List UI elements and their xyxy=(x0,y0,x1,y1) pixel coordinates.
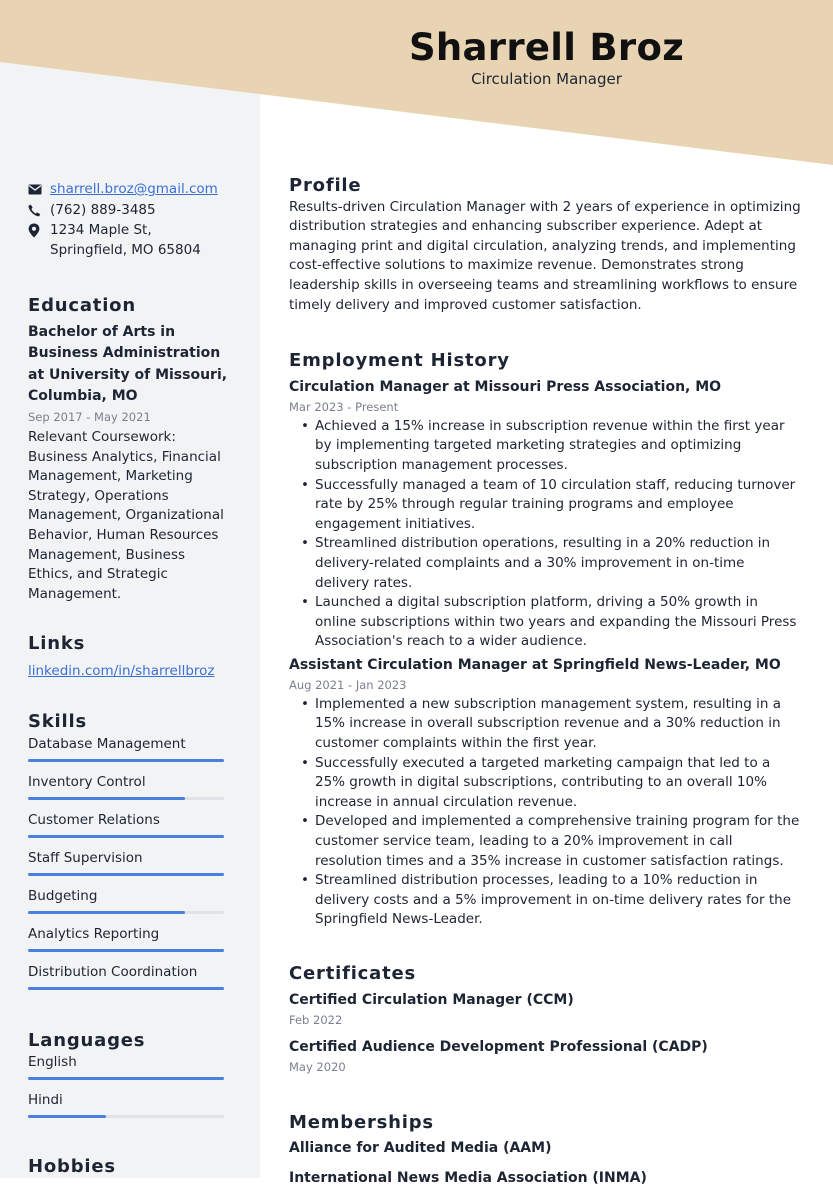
job-bullet: • Developed and implemented a comprehensive training program for the customer service team, leading to a 20% improvement in call resolution times and a 35% increase in customer satisfaction ratings. xyxy=(299,812,801,871)
skill-name: Distribution Coordination xyxy=(28,964,198,981)
job-title: Circulation Manager at Missouri Press Association, MO xyxy=(289,378,722,395)
language-item xyxy=(28,1089,228,1127)
email-link[interactable]: sharrell.broz@gmail.com xyxy=(50,181,218,197)
certificate-name: Certified Audience Development Professional (CADP) xyxy=(289,1038,708,1055)
skill-level-fill xyxy=(28,835,224,838)
contact-section xyxy=(28,180,228,260)
main-content xyxy=(289,176,801,1188)
language-name: English xyxy=(28,1053,77,1070)
skills-section xyxy=(28,712,228,1000)
job-bullet: • Successfully managed a team of 10 circulation staff, reducing turnover rate by 25% through regular training programs and employee engagement initiatives. xyxy=(299,476,801,535)
membership-item: International News Media Association (INMA) xyxy=(289,1170,647,1187)
job-bullet-list xyxy=(299,417,801,652)
profile-heading: Profile xyxy=(289,175,362,196)
skill-item xyxy=(28,885,228,923)
job-dates: Mar 2023 - Present xyxy=(289,399,399,414)
job-bullet-list xyxy=(299,695,801,930)
job-bullet: • Successfully executed a targeted marketing campaign that led to a 25% growth in digital subscriptions, contributing to an overall 10% increase in annual circulation revenue. xyxy=(299,754,801,813)
certificate-date: Feb 2022 xyxy=(289,1012,343,1027)
job-bullet: • Achieved a 15% increase in subscription revenue within the first year by implementing targeted marketing strategies and optimizing subscription management processes. xyxy=(299,417,801,476)
certificate-date: May 2020 xyxy=(289,1059,346,1074)
education-heading: Education xyxy=(28,295,136,317)
education-section xyxy=(28,296,228,604)
education-dates: Sep 2017 - May 2021 xyxy=(28,409,151,424)
employment-heading: Employment History xyxy=(289,350,510,372)
certificate-name: Certified Circulation Manager (CCM) xyxy=(289,991,574,1008)
skill-level-fill xyxy=(28,987,224,990)
language-item xyxy=(28,1051,228,1089)
language-level-bar xyxy=(28,1077,224,1080)
profile-text: Results-driven Circulation Manager with 2 years of experience in optimizing distribution strategies and enhancing subscriber experience. Adept at managing print and digital circulation, analyzing trends, and implementing cost-effective solutions to maximize revenue. Demonstrates strong leadership skills in overseeing teams and streamlining workflows to ensure timely delivery and improved customer satisfaction. xyxy=(289,198,801,313)
candidate-name: Sharrell Broz xyxy=(408,26,685,69)
skill-level-bar xyxy=(28,797,224,800)
location-pin-icon xyxy=(28,221,50,240)
candidate-title: Circulation Manager xyxy=(471,70,622,88)
job-dates: Aug 2021 - Jan 2023 xyxy=(289,677,407,692)
skill-level-bar xyxy=(28,911,224,914)
skill-name: Analytics Reporting xyxy=(28,926,160,943)
job-bullet: • Streamlined distribution operations, resulting in a 20% reduction in delivery-related complaints and a 30% improvement in on-time delivery rates. xyxy=(299,534,801,593)
language-level-fill xyxy=(28,1115,106,1118)
memberships-heading: Memberships xyxy=(289,1111,434,1133)
skill-name: Inventory Control xyxy=(28,774,146,791)
job-title: Assistant Circulation Manager at Springfield News-Leader, MO xyxy=(289,656,781,673)
skill-name: Staff Supervision xyxy=(28,850,143,867)
envelope-icon xyxy=(28,180,50,199)
skill-level-bar xyxy=(28,835,224,838)
certificates-section xyxy=(289,964,801,1077)
languages-section xyxy=(28,1031,228,1127)
skill-name: Customer Relations xyxy=(28,812,160,829)
skill-name: Budgeting xyxy=(28,888,98,905)
links-section xyxy=(28,634,228,681)
contact-address-row xyxy=(28,221,228,260)
skill-item xyxy=(28,961,228,999)
skill-level-bar xyxy=(28,987,224,990)
job-bullet: • Implemented a new subscription management system, resulting in a 15% increase in overall subscription revenue and a 30% reduction in customer complaints within the first year. xyxy=(299,695,801,754)
job-entry xyxy=(289,377,801,652)
skill-item xyxy=(28,733,228,771)
phone-icon xyxy=(28,201,50,220)
skill-item xyxy=(28,771,228,809)
address-text: 1234 Maple St, Springfield, MO 65804 xyxy=(50,222,201,258)
membership-item: Alliance for Audited Media (AAM) xyxy=(289,1140,552,1157)
linkedin-link[interactable]: linkedin.com/in/sharrellbroz xyxy=(28,662,215,679)
skill-item xyxy=(28,809,228,847)
education-degree: Bachelor of Arts in Business Administration at University of Missouri, Columbia, MO xyxy=(28,323,228,405)
certificate-item xyxy=(289,1037,801,1077)
certificate-item xyxy=(289,990,801,1030)
job-bullet: • Streamlined distribution processes, leading to a 10% reduction in delivery costs and a 5% improvement in on-time delivery rates for the Springfield News-Leader. xyxy=(299,871,801,930)
skill-level-fill xyxy=(28,797,185,800)
phone-text: (762) 889-3485 xyxy=(50,201,156,218)
hobbies-heading: Hobbies xyxy=(28,1155,116,1177)
hobbies-section xyxy=(28,1157,228,1177)
job-bullet: • Launched a digital subscription platform, driving a 50% growth in online subscriptions within two years and expanding the Missouri Press Association's reach to a wider audience. xyxy=(299,593,801,652)
skill-level-bar xyxy=(28,949,224,952)
skill-name: Database Management xyxy=(28,736,186,753)
language-level-fill xyxy=(28,1077,224,1080)
links-heading: Links xyxy=(28,633,86,655)
skill-item xyxy=(28,923,228,961)
skills-heading: Skills xyxy=(28,710,87,732)
language-level-bar xyxy=(28,1115,224,1118)
skill-level-fill xyxy=(28,873,224,876)
skill-level-fill xyxy=(28,949,224,952)
skill-level-fill xyxy=(28,911,185,914)
skill-level-fill xyxy=(28,759,224,762)
job-entry xyxy=(289,655,801,930)
profile-section xyxy=(289,176,801,315)
sidebar xyxy=(28,180,228,1176)
languages-heading: Languages xyxy=(28,1030,146,1052)
skill-item xyxy=(28,847,228,885)
skill-level-bar xyxy=(28,873,224,876)
certificates-heading: Certificates xyxy=(289,963,417,984)
contact-email-row xyxy=(28,180,228,200)
skill-level-bar xyxy=(28,759,224,762)
education-coursework: Relevant Coursework: Business Analytics, Financial Management, Marketing Strategy, Operations Management, Organizational Behavior, Human Resources Management, Business Ethics, and Strategic Management. xyxy=(28,428,224,602)
contact-phone-row xyxy=(28,201,228,221)
employment-section xyxy=(289,351,801,930)
language-name: Hindi xyxy=(28,1091,63,1108)
memberships-section xyxy=(289,1113,801,1188)
